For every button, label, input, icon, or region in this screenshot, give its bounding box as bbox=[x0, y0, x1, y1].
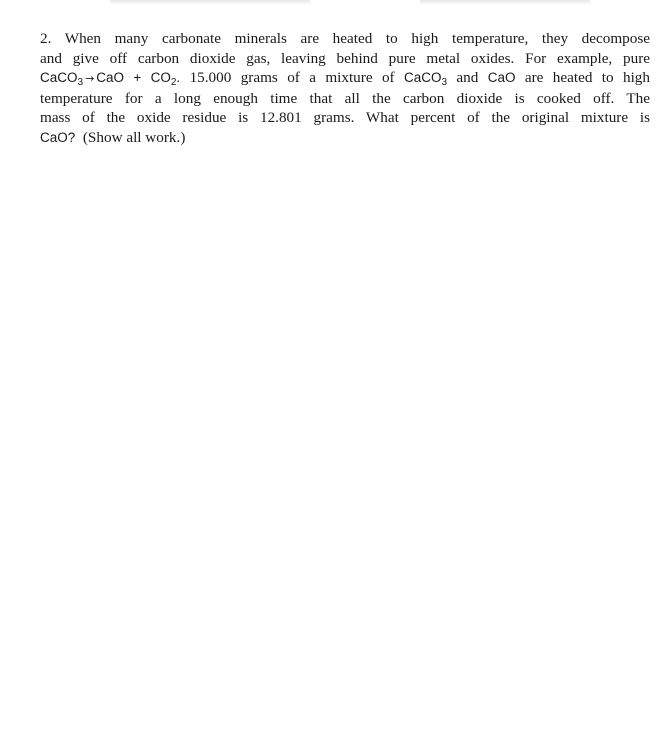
problem-text: When many carbonate minerals are heated to high temperature, they decompose bbox=[64, 30, 650, 47]
question-formula: CaO? bbox=[40, 129, 76, 145]
formula-caco3: CaCO$_3$ bbox=[403, 70, 448, 89]
scan-shadow bbox=[420, 0, 590, 5]
problem-number: 2. bbox=[40, 30, 52, 47]
problem-2 bbox=[40, 29, 650, 148]
scan-shadow bbox=[110, 0, 310, 5]
problem-line-1 bbox=[40, 29, 650, 49]
reaction-arrow: → bbox=[85, 72, 95, 86]
problem-line-3: CaCO$_3$ → CaO + $CO_2$. 15.000 grams of a mixture of CaCO$_3$ and CaO are heated to high bbox=[40, 69, 650, 89]
instruction-text: (Show all work.) bbox=[82, 128, 186, 146]
problem-line-6 bbox=[40, 128, 650, 148]
formula-cao: CaO bbox=[487, 70, 516, 86]
reaction-equation: CaCO$_3$ → CaO + $CO_2$. bbox=[40, 70, 181, 89]
problem-line-4: temperature for a long enough time that all the carbon dioxide is cooked off. The bbox=[40, 89, 650, 107]
problem-line-5: mass of the oxide residue is 12.801 grams. What percent of the original mixture is bbox=[40, 109, 650, 127]
problem-line-2: and give off carbon dioxide gas, leaving behind pure metal oxides. For example, pure bbox=[40, 49, 650, 67]
